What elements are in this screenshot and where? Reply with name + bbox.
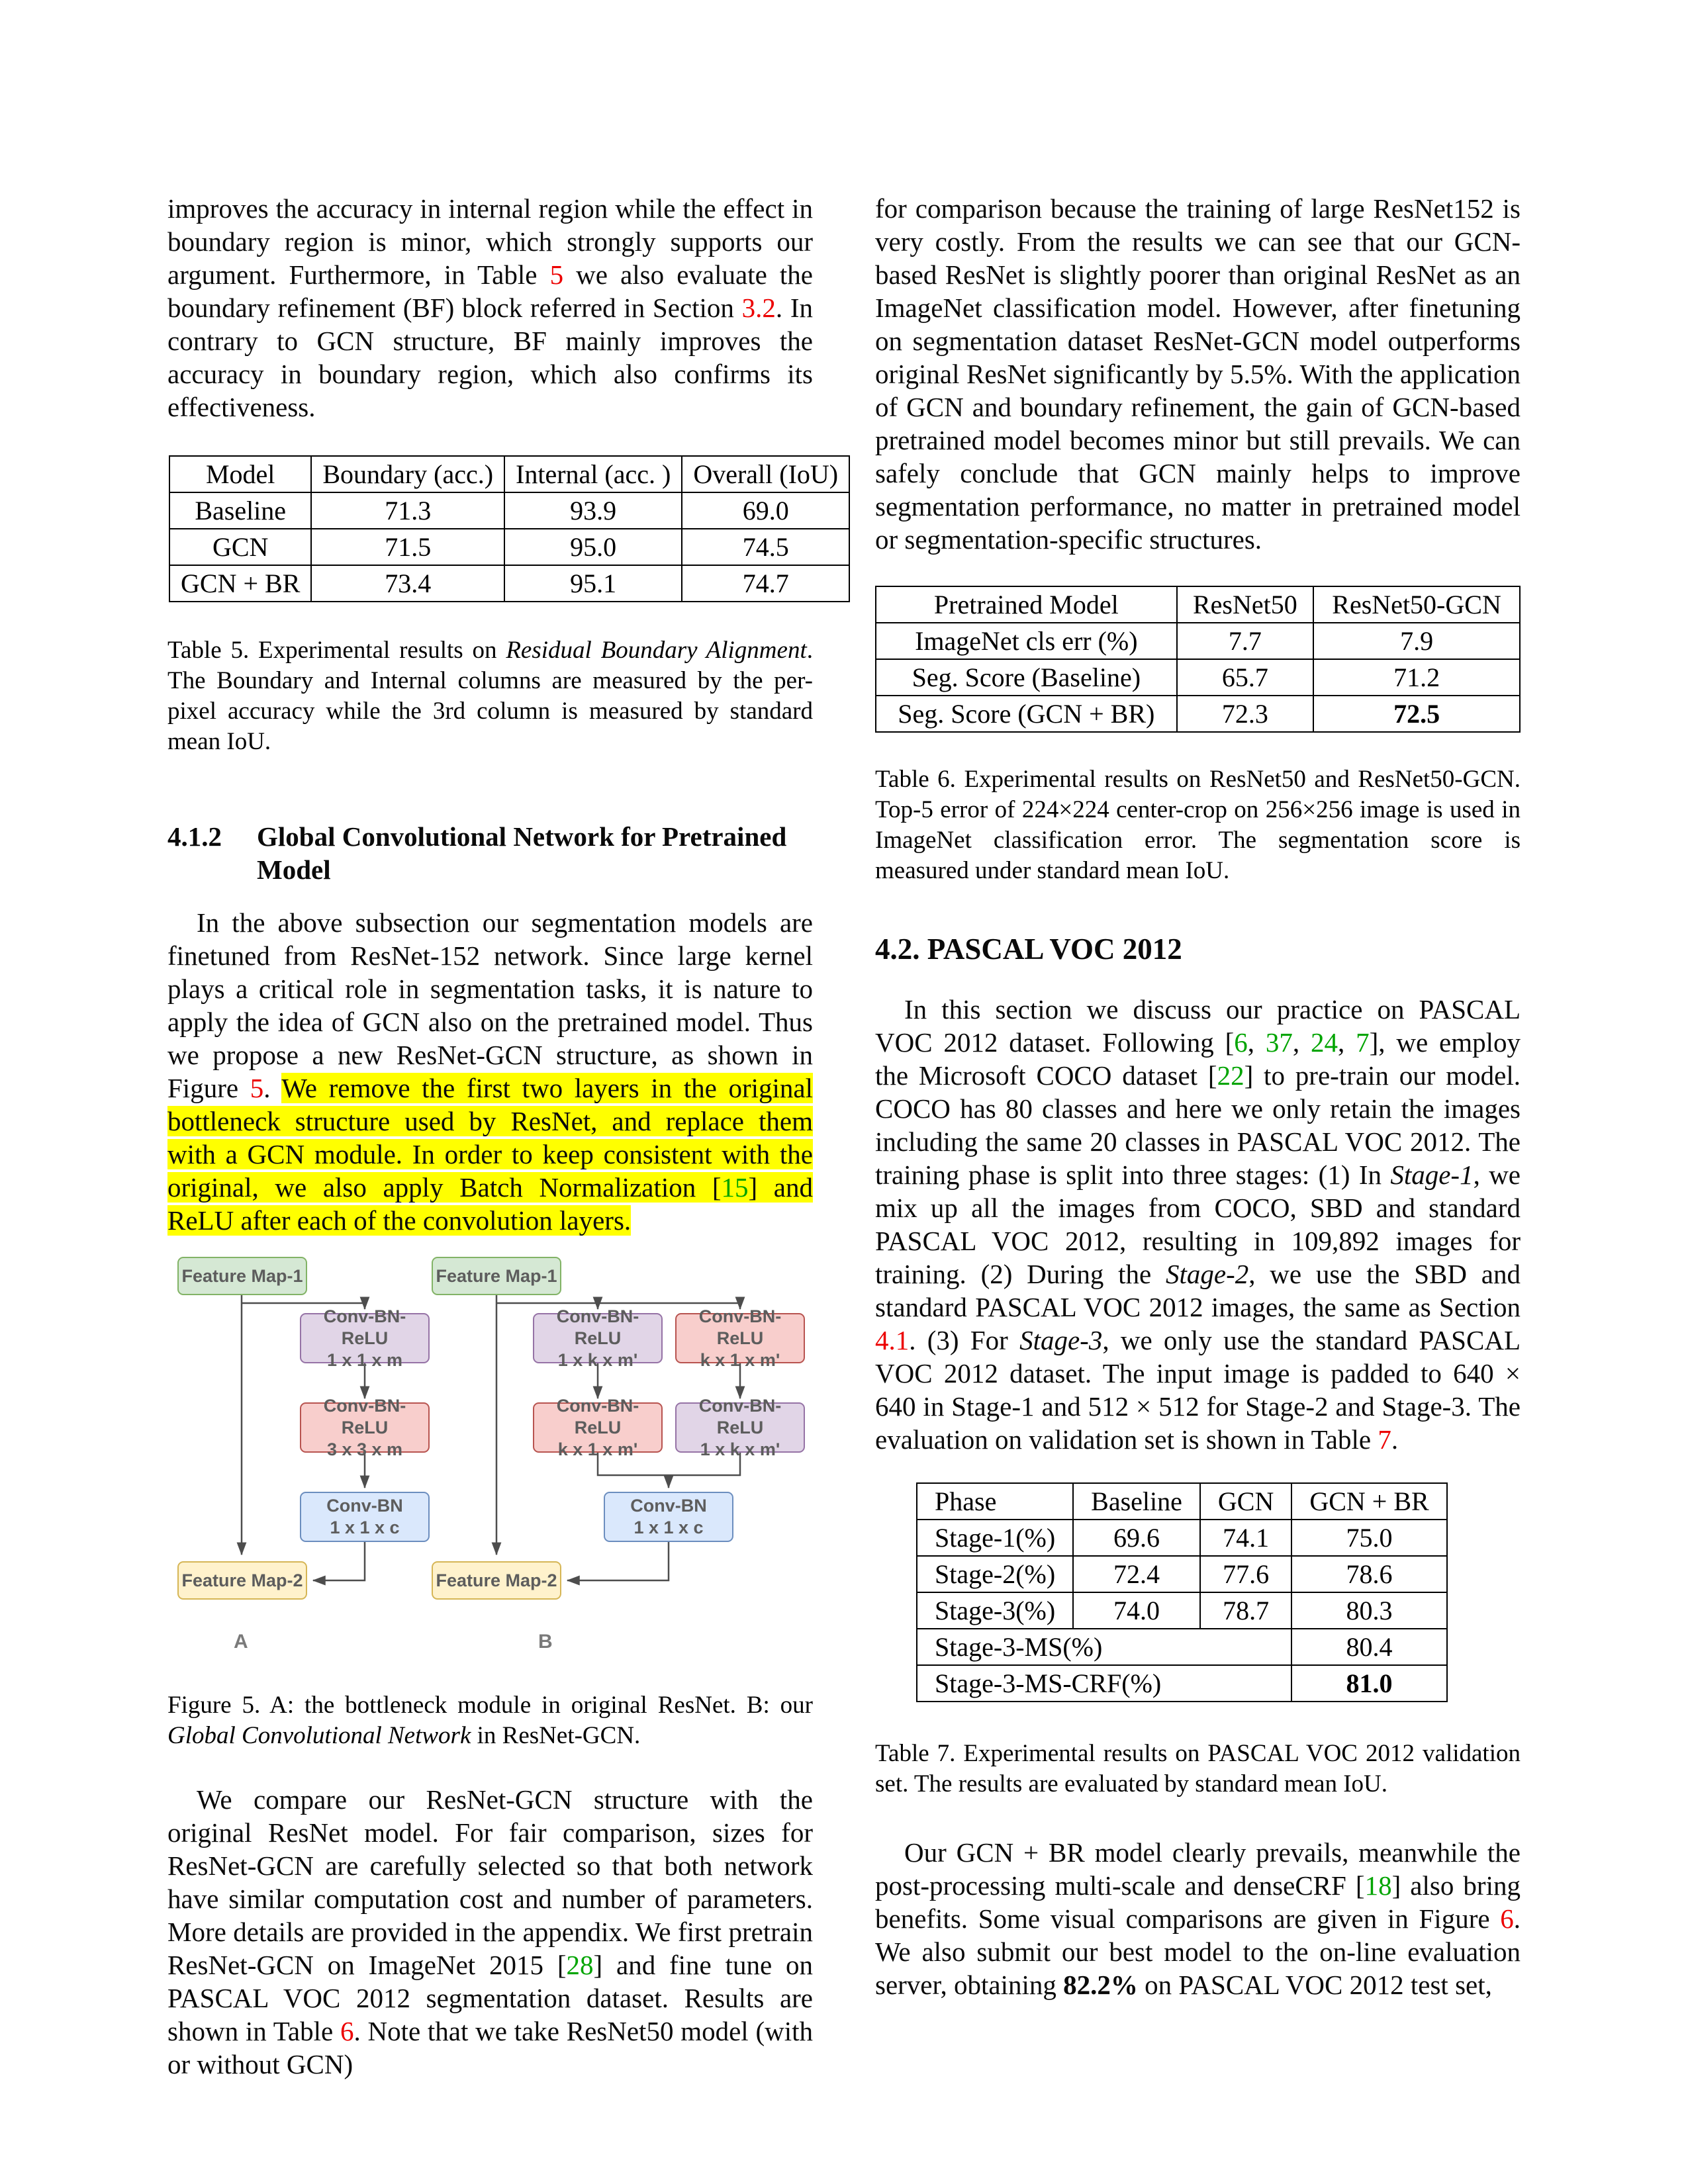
box-sublabel: 1 x 1 x c — [633, 1518, 704, 1537]
table-row — [917, 1556, 1447, 1592]
table-header-row — [917, 1483, 1447, 1520]
table-row — [876, 623, 1520, 659]
table-cell: Stage-3-MS-CRF(%) — [917, 1665, 1291, 1702]
table-cell: 71.2 — [1313, 659, 1520, 696]
table-cell: 74.0 — [1073, 1592, 1200, 1629]
table-cell: Seg. Score (Baseline) — [876, 659, 1177, 696]
table-header-row — [876, 586, 1520, 623]
right-column — [875, 192, 1521, 2001]
table-cell: Stage-3-MS(%) — [917, 1629, 1291, 1665]
table-cell: 93.9 — [504, 492, 682, 529]
table-cell: 80.4 — [1291, 1629, 1446, 1665]
text-segment: we also evaluate the boundary refinement (BF) block referred in Section — [167, 259, 814, 323]
box-label: Conv-BN — [326, 1496, 403, 1516]
text-segment: , — [1292, 1027, 1311, 1058]
text-segment: , we mix up all the images from COCO, SBD and standard PASCAL VOC 2012, resulting in 109,892 images for training. (2) During the — [875, 1160, 1521, 1289]
table-cell: 77.6 — [1200, 1556, 1291, 1592]
figure5-b-feature-map-1 — [432, 1257, 561, 1295]
text-segment: Residual Boundary Alignment — [506, 637, 807, 664]
table-cell: 69.0 — [682, 492, 849, 529]
figure5-b-right-conv-1xk — [675, 1395, 805, 1459]
text-segment: Stage-2 — [1166, 1259, 1249, 1289]
figure5-b-feature-map-2 — [432, 1561, 561, 1600]
text-segment: . We also submit our best model to the on-line evaluation server, obtaining — [875, 1903, 1521, 2000]
table-cell: 81.0 — [1291, 1665, 1446, 1702]
table-cell: 7.7 — [1177, 623, 1314, 659]
table-cell: 95.1 — [504, 565, 682, 602]
figure5-b-conv-bn — [604, 1492, 733, 1542]
figure5-a-conv-1x1 — [300, 1306, 430, 1370]
table-row — [917, 1520, 1447, 1556]
box-label: Conv-BN-ReLU — [556, 1395, 639, 1437]
table-5 — [169, 455, 850, 602]
table-7 — [916, 1482, 1448, 1702]
table-cell: 71.3 — [311, 492, 504, 529]
text-segment: ] and fine tune on PASCAL VOC 2012 segmentation dataset. Results are shown in Table — [167, 1950, 813, 2046]
paragraph — [167, 906, 813, 1237]
table-row — [169, 565, 849, 602]
table-header-cell: Baseline — [1073, 1483, 1200, 1520]
text-segment: . (3) For — [909, 1325, 1020, 1355]
ref-link[interactable]: 3.2 — [741, 293, 776, 323]
box-sublabel: 1 x k x m' — [700, 1439, 780, 1459]
text-segment: Table 6. Experimental results on ResNet50 and ResNet50-GCN. Top-5 error of 224×224 center-crop on 256×256 image is used in ImageNet classification error. The segmentation score is measured under standard mean IoU. — [875, 766, 1521, 884]
ref-link[interactable]: 5 — [250, 1073, 264, 1103]
text-segment: , — [1338, 1027, 1356, 1058]
table-header-cell: Pretrained Model — [876, 586, 1177, 623]
ref-link[interactable]: 6 — [1500, 1903, 1514, 1934]
box-sublabel: k x 1 x m' — [700, 1349, 780, 1370]
table-cell: Seg. Score (GCN + BR) — [876, 696, 1177, 732]
text-segment: Table 5. Experimental results on — [167, 637, 506, 664]
text-segment: ] also bring benefits. Some visual comparisons are given in Figure — [875, 1870, 1521, 1934]
table-row — [876, 696, 1520, 732]
table-header-cell: GCN + BR — [1291, 1483, 1446, 1520]
table-cell: GCN + BR — [169, 565, 311, 602]
table-7-caption — [875, 1739, 1521, 1799]
ref-link[interactable]: 22 — [1217, 1060, 1244, 1091]
text-segment: Stage-3 — [1019, 1325, 1103, 1355]
text-segment: for comparison because the training of large ResNet152 is very costly. From the results we can see that our GCN-based ResNet is slightly poorer than original ResNet as an ImageNet classification model. However, after finetuning on segmentation dataset ResNet-GCN model outperforms original ResNet significantly by 5.5%. With the application of GCN and boundary refinement, the gain of GCN-based pretrained model becomes minor but still prevails. We can safely conclude that GCN mainly helps to improve segmentation performance, no matter in pretrained model or segmentation-specific structures. — [875, 193, 1521, 555]
table-cell: ImageNet cls err (%) — [876, 623, 1177, 659]
table-row — [917, 1665, 1447, 1702]
box-sublabel: 1 x 1 x m — [326, 1349, 403, 1370]
figure5-b-left-conv-1xk — [533, 1306, 663, 1370]
text-segment: Figure 5. A: the bottleneck module in original ResNet. B: our — [167, 1692, 813, 1719]
table-cell: 71.5 — [311, 529, 504, 565]
table-header-cell: Model — [169, 456, 311, 492]
table-6-caption — [875, 764, 1521, 886]
figure-5-caption — [167, 1690, 813, 1751]
ref-link[interactable]: 5 — [549, 259, 564, 290]
table-header-cell: Phase — [917, 1483, 1073, 1520]
text-segment: . In contrary to GCN structure, BF mainly improves the accuracy in boundary region, which also confirms its effectiveness. — [167, 293, 814, 422]
ref-link[interactable]: 24 — [1311, 1027, 1338, 1058]
box-label: Feature Map-2 — [436, 1570, 557, 1590]
text-segment: ], we employ the Microsoft COCO dataset [ — [875, 1027, 1521, 1091]
ref-link[interactable]: 4.1 — [875, 1325, 910, 1355]
text-segment: We compare our ResNet-GCN structure with the original ResNet model. For fair comparison, sizes for ResNet-GCN are carefully selected so that both network have similar computation cost and number of parameters. More details are provided in the appendix. We first pretrain ResNet-GCN on ImageNet 2015 [ — [167, 1784, 813, 1980]
text-segment: In this section we discuss our practice on PASCAL VOC 2012 dataset. Following [ — [875, 994, 1521, 1058]
heading-text: Global Convolutional Network for Pretrained Model — [257, 821, 787, 885]
table-cell: 65.7 — [1177, 659, 1314, 696]
text-segment: . — [263, 1073, 282, 1103]
text-segment: Our GCN + BR model clearly prevails, meanwhile the post-processing multi-scale and denseCRF [ — [875, 1837, 1521, 1901]
heading-number: 4.1.2 — [167, 821, 222, 852]
table-row — [169, 492, 849, 529]
table-cell: 7.9 — [1313, 623, 1520, 659]
ref-link[interactable]: 6 — [340, 2016, 354, 2046]
paragraph — [875, 993, 1521, 1456]
text-segment: Stage-1 — [1390, 1160, 1474, 1190]
box-sublabel: 1 x 1 x c — [330, 1518, 400, 1537]
table-cell: 72.4 — [1073, 1556, 1200, 1592]
box-label: Feature Map-1 — [181, 1265, 303, 1286]
figure-5 — [167, 1250, 813, 1674]
table-row — [917, 1592, 1447, 1629]
paragraph — [875, 1836, 1521, 2001]
text-segment: improves the accuracy in internal region while the effect in boundary region is minor, which strongly supports our argument. Furthermore, in Table — [167, 193, 813, 290]
box-sublabel: k x 1 x m' — [557, 1439, 638, 1459]
table-cell: Stage-2(%) — [917, 1556, 1073, 1592]
figure5-a-feature-map-2 — [177, 1561, 307, 1600]
text-segment: in ResNet-GCN. — [471, 1722, 641, 1749]
text-segment: We remove the first two layers in the original bottleneck structure used by ResNet, and replace them with a GCN module. In order to keep consistent with the original, we also apply Batch Normalization [ — [167, 1073, 814, 1203]
text-segment: Global Convolutional Network — [167, 1722, 471, 1749]
text-segment: 82.2% — [1063, 1970, 1138, 2000]
table-header-cell: Overall (IoU) — [682, 456, 849, 492]
table-header-cell: Boundary (acc.) — [311, 456, 504, 492]
table-cell: 80.3 — [1291, 1592, 1446, 1629]
box-label: Conv-BN-ReLU — [323, 1306, 406, 1348]
figure5-b-left-conv-kx1 — [533, 1395, 663, 1459]
box-sublabel: 1 x k x m' — [557, 1349, 638, 1370]
text-segment: . Note that we take ResNet50 model (with or without GCN) — [167, 2016, 813, 2079]
table-cell: 78.6 — [1291, 1556, 1446, 1592]
text-segment: ] and ReLU after each of the convolution layers. — [167, 1172, 814, 1236]
table-cell: 74.5 — [682, 529, 849, 565]
ref-link[interactable]: 7 — [1356, 1027, 1370, 1058]
box-label: Conv-BN — [630, 1496, 707, 1516]
table-header-cell: ResNet50 — [1177, 586, 1314, 623]
figure5-tag-a: A — [234, 1631, 248, 1653]
ref-link[interactable]: 6 — [1234, 1027, 1248, 1058]
table-row — [876, 659, 1520, 696]
figure5-a-feature-map-1 — [177, 1257, 307, 1295]
table-header-cell: Internal (acc. ) — [504, 456, 682, 492]
figure5-a-conv-3x3 — [300, 1395, 430, 1459]
figure5-b-right-conv-kx1 — [675, 1306, 805, 1370]
table-cell: 69.6 — [1073, 1520, 1200, 1556]
text-segment: Table 7. Experimental results on PASCAL VOC 2012 validation set. The results are evaluated by standard mean IoU. — [875, 1740, 1521, 1797]
box-label: Feature Map-2 — [181, 1570, 303, 1590]
ref-link[interactable]: 18 — [1364, 1870, 1392, 1901]
paragraph — [167, 1783, 813, 2081]
text-segment: , we only use the standard PASCAL VOC 2012 dataset. The input image is padded to 640 × 640 in Stage-1 and 512 × 512 for Stage-2 and Stage-3. The evaluation on validation set is shown in Table — [875, 1325, 1521, 1455]
box-label: Conv-BN-ReLU — [698, 1306, 782, 1348]
box-label: Conv-BN-ReLU — [323, 1395, 406, 1437]
table-cell: 74.1 — [1200, 1520, 1291, 1556]
text-segment: In the above subsection our segmentation models are finetuned from ResNet-152 network. Since large kernel plays a critical role in segmentation tasks, it is nature to apply the idea of GCN also on the pretrained model. Thus we propose a new ResNet-GCN structure, as shown in Figure — [167, 907, 813, 1103]
table-6 — [875, 586, 1521, 733]
table-header-cell: ResNet50-GCN — [1313, 586, 1520, 623]
table-cell: GCN — [169, 529, 311, 565]
table-5-caption — [167, 635, 813, 757]
heading-4-1-2 — [167, 820, 813, 886]
figure5-a-conv-bn — [300, 1492, 430, 1542]
paragraph — [167, 192, 813, 424]
text-segment: on PASCAL VOC 2012 test set, — [1137, 1970, 1492, 2000]
figure5-tag-b: B — [538, 1631, 553, 1653]
table-header-row — [169, 456, 849, 492]
table-cell: 78.7 — [1200, 1592, 1291, 1629]
text-segment: . The Boundary and Internal columns are measured by the per-pixel accuracy while the 3rd column is measured by standard mean IoU. — [167, 637, 813, 755]
table-header-cell: GCN — [1200, 1483, 1291, 1520]
table-cell: 72.3 — [1177, 696, 1314, 732]
paragraph — [875, 192, 1521, 556]
table-cell: 95.0 — [504, 529, 682, 565]
text-segment: ] to pre-train our model. COCO has 80 classes and here we only retain the images including the same 20 classes in PASCAL VOC 2012. The training phase is split into three stages: (1) In — [875, 1060, 1521, 1190]
box-label: Feature Map-1 — [436, 1265, 557, 1286]
box-label: Conv-BN-ReLU — [556, 1306, 639, 1348]
table-row — [169, 529, 849, 565]
table-cell: Stage-1(%) — [917, 1520, 1073, 1556]
text-segment: , — [1247, 1027, 1266, 1058]
ref-link[interactable]: 37 — [1265, 1027, 1293, 1058]
table-cell: 72.5 — [1313, 696, 1520, 732]
box-label: Conv-BN-ReLU — [698, 1395, 782, 1437]
table-cell: 74.7 — [682, 565, 849, 602]
text-segment: . — [1391, 1424, 1399, 1455]
ref-link[interactable]: 7 — [1378, 1424, 1391, 1455]
ref-link[interactable]: 15 — [721, 1172, 749, 1203]
table-cell: Stage-3(%) — [917, 1592, 1073, 1629]
ref-link[interactable]: 28 — [566, 1950, 594, 1980]
table-cell: Baseline — [169, 492, 311, 529]
box-sublabel: 3 x 3 x m — [326, 1439, 403, 1459]
text-segment: , we use the SBD and standard PASCAL VOC 2012 images, the same as Section — [875, 1259, 1521, 1322]
left-column — [167, 192, 839, 2081]
heading-4-2: 4.2. PASCAL VOC 2012 — [875, 933, 1182, 966]
table-row — [917, 1629, 1447, 1665]
table-cell: 75.0 — [1291, 1520, 1446, 1556]
table-cell: 73.4 — [311, 565, 504, 602]
